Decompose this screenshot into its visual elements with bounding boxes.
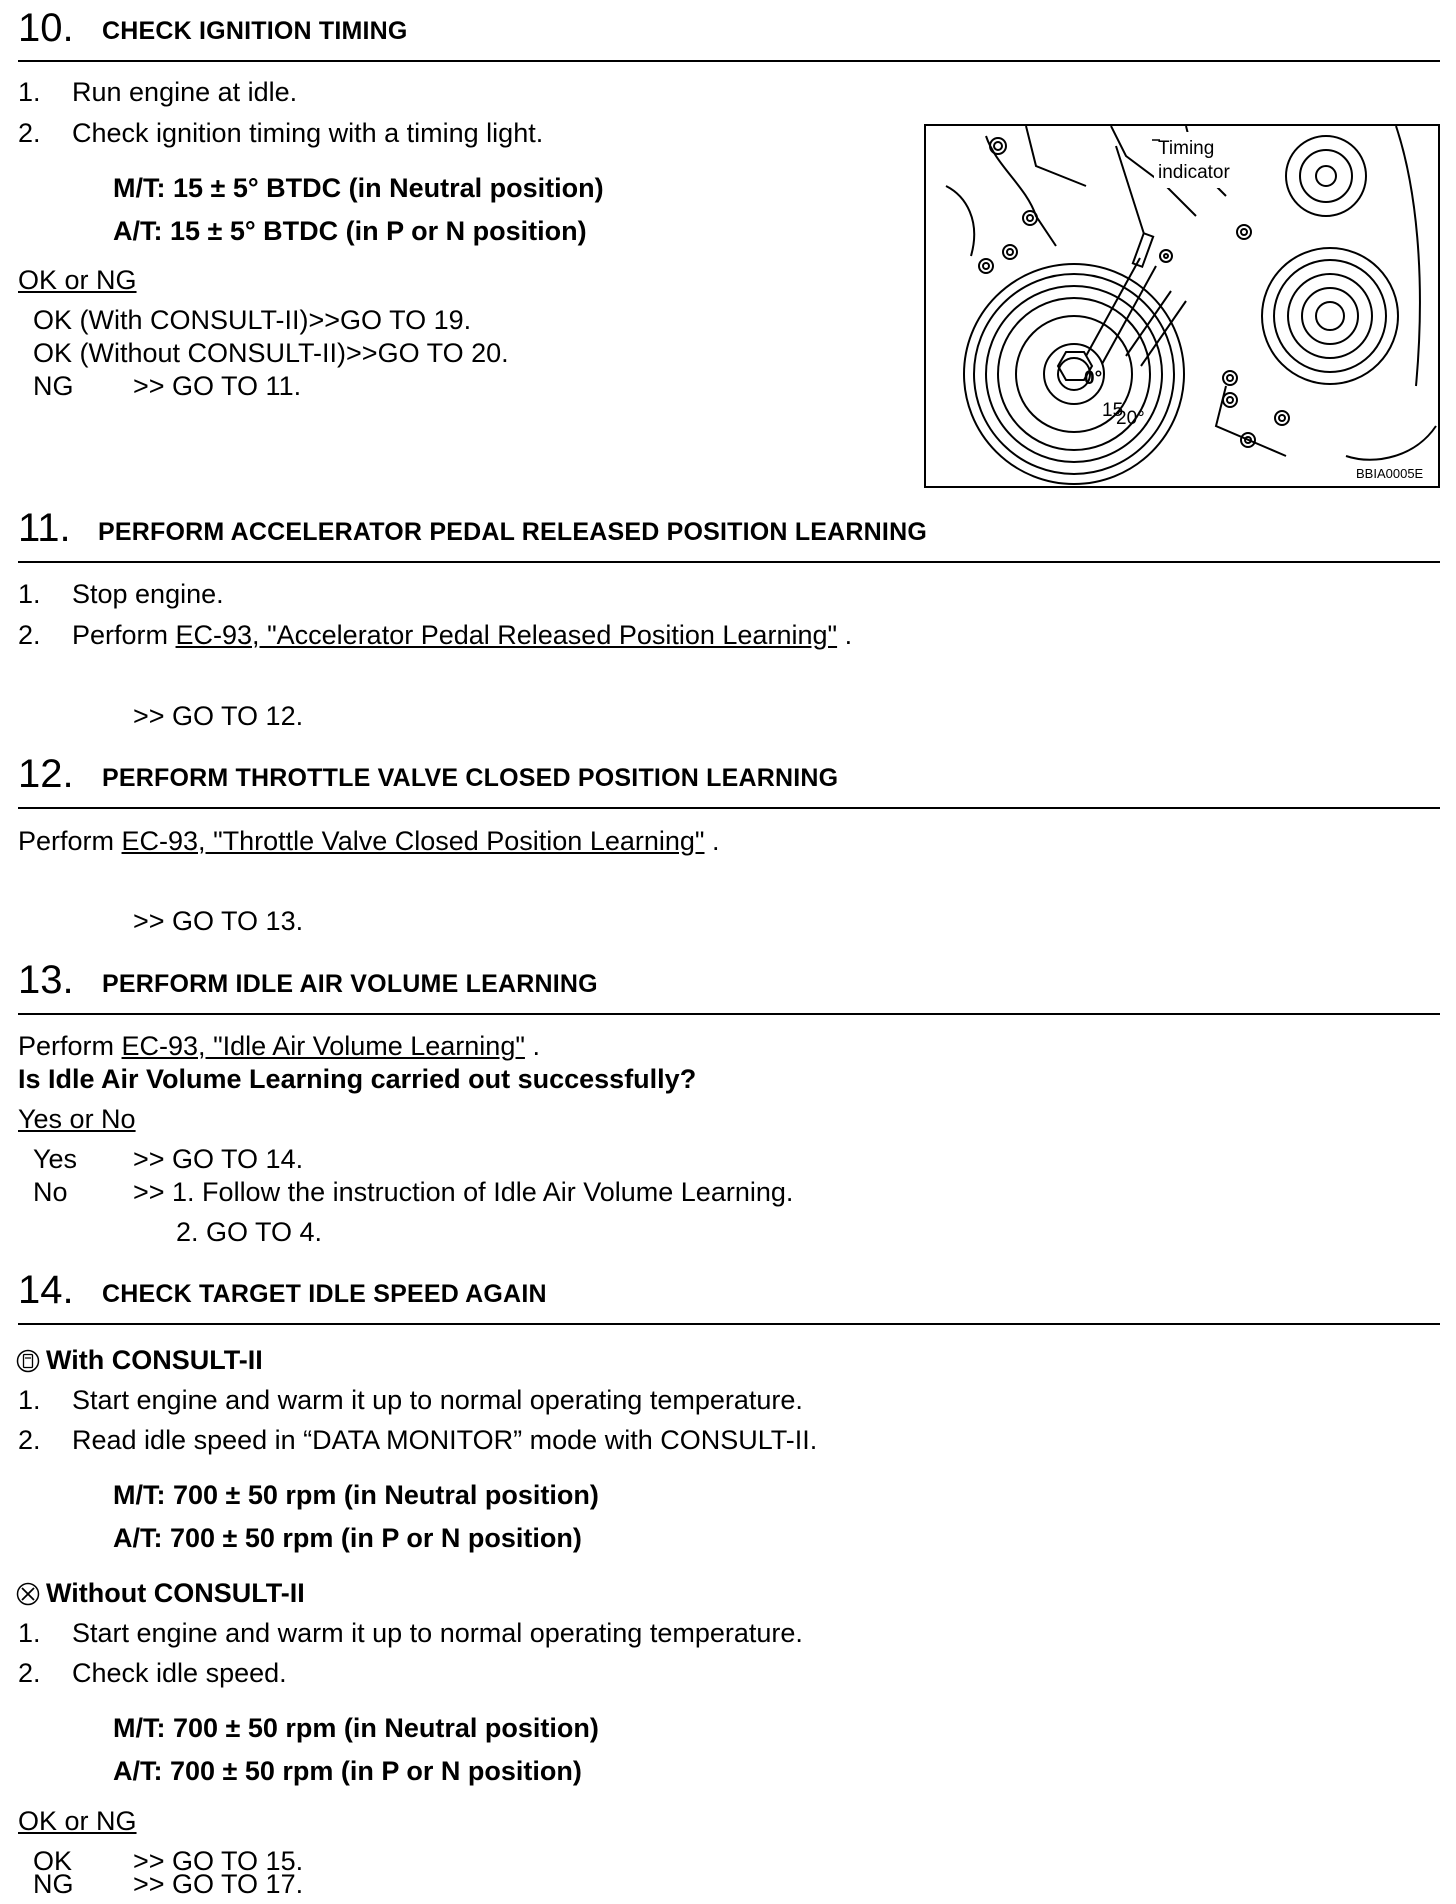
figure-mark-15: 15 [1102, 400, 1124, 421]
consult-icon [16, 1348, 40, 1380]
step-10-title: CHECK IGNITION TIMING [102, 17, 408, 45]
without-item-1: Start engine and warm it up to normal operating temperature. [72, 1618, 803, 1648]
step-14-title: CHECK TARGET IDLE SPEED AGAIN [102, 1280, 547, 1308]
with-spec-at: A/T: 700 ± 50 rpm (in P or N position) [113, 1523, 582, 1553]
step-12-number: 12. [18, 752, 74, 796]
step-14-ok-goto: >> GO TO 15. [133, 1846, 304, 1876]
step-12-prefix: Perform [18, 826, 122, 856]
without-spec-mt: M/T: 700 ± 50 rpm (in Neutral position) [113, 1713, 599, 1743]
figure-mark-20: 20° [1116, 408, 1145, 429]
step-11-number: 11. [18, 506, 71, 550]
step-13-question: Is Idle Air Volume Learning carried out successfully? [18, 1064, 697, 1094]
figure-label-indicator: indicator [1158, 162, 1230, 183]
step-12-suffix: . [704, 826, 720, 856]
figure-mark-0: 0° [1084, 368, 1103, 389]
step-14-number: 14. [18, 1268, 74, 1312]
figure-code: BBIA0005E [1356, 466, 1424, 481]
link-accelerator-pedal-learning[interactable]: EC-93, "Accelerator Pedal Released Position Learning" [175, 620, 838, 650]
step-10-result-ok-with: OK (With CONSULT-II)>>GO TO 19. [33, 305, 472, 335]
step-11-item-2 [72, 619, 852, 651]
with-spec-mt: M/T: 700 ± 50 rpm (in Neutral position) [113, 1480, 599, 1510]
figure-label-timing: Timing [1158, 138, 1215, 159]
step-13-suffix: . [524, 1031, 540, 1061]
step-13-yes-label: Yes [33, 1144, 78, 1174]
with-consult-heading [16, 1344, 263, 1380]
step-10-rule [18, 60, 1440, 62]
step-12-rule [18, 807, 1440, 809]
step-13-no-goto: >> 1. Follow the instruction of Idle Air Volume Learning. [133, 1177, 794, 1207]
step-12-title: PERFORM THROTTLE VALVE CLOSED POSITION LEARNING [102, 764, 839, 792]
step-13-prefix: Perform [18, 1031, 122, 1061]
without-consult-heading [16, 1577, 305, 1613]
with-item-2-number: 2. [18, 1425, 41, 1455]
step-12-goto: >> GO TO 13. [133, 906, 304, 936]
with-consult-label: With CONSULT-II [46, 1345, 263, 1375]
with-item-2: Read idle speed in “DATA MONITOR” mode with CONSULT-II. [72, 1425, 818, 1455]
step-14-ng-goto: >> GO TO 17. [133, 1869, 304, 1899]
step-11-item-2-suffix: . [837, 620, 853, 650]
step-10-spec-at: A/T: 15 ± 5° BTDC (in P or N position) [113, 216, 587, 246]
step-10-item-1-number: 1. [18, 77, 41, 107]
step-10-item-2: Check ignition timing with a timing light. [72, 118, 544, 148]
step-10-item-2-number: 2. [18, 118, 41, 148]
with-item-1: Start engine and warm it up to normal operating temperature. [72, 1385, 803, 1415]
step-11-item-2-prefix: Perform [72, 620, 176, 650]
step-10-result-ng-goto: >> GO TO 11. [133, 371, 302, 401]
step-11-goto: >> GO TO 12. [133, 701, 304, 731]
step-10-result-ng-label: NG [33, 371, 74, 401]
step-10-spec-mt: M/T: 15 ± 5° BTDC (in Neutral position) [113, 173, 604, 203]
step-14-ng-label: NG [33, 1869, 74, 1899]
step-13-number: 13. [18, 958, 74, 1002]
without-spec-at: A/T: 700 ± 50 rpm (in P or N position) [113, 1756, 582, 1786]
step-13-no-goto-2: 2. GO TO 4. [176, 1217, 323, 1247]
with-item-1-number: 1. [18, 1385, 41, 1415]
step-10-item-1: Run engine at idle. [72, 77, 298, 107]
without-consult-label: Without CONSULT-II [46, 1578, 305, 1608]
step-11-item-2-number: 2. [18, 620, 41, 650]
link-throttle-valve-learning[interactable]: EC-93, "Throttle Valve Closed Position Learning" [121, 826, 705, 856]
step-13-rule [18, 1013, 1440, 1015]
step-11-title: PERFORM ACCELERATOR PEDAL RELEASED POSITION LEARNING [98, 518, 927, 546]
step-13-yes-no-heading: Yes or No [18, 1104, 136, 1134]
step-11-item-1: Stop engine. [72, 579, 224, 609]
step-10-number: 10. [18, 6, 74, 50]
step-14-rule [18, 1323, 1440, 1325]
step-11-rule [18, 561, 1440, 563]
crank-pulley-illustration [926, 126, 1438, 486]
step-13-no-label: No [33, 1177, 68, 1207]
step-14-ok-label: OK [33, 1846, 73, 1876]
step-11-item-1-number: 1. [18, 579, 41, 609]
step-13-yes-goto: >> GO TO 14. [133, 1144, 304, 1174]
step-14-ok-ng-heading: OK or NG [18, 1806, 137, 1836]
step-10-ok-ng-heading: OK or NG [18, 265, 137, 295]
without-item-2: Check idle speed. [72, 1658, 287, 1688]
step-13-title: PERFORM IDLE AIR VOLUME LEARNING [102, 970, 598, 998]
without-item-1-number: 1. [18, 1618, 41, 1648]
step-10-result-ok-without: OK (Without CONSULT-II)>>GO TO 20. [33, 338, 509, 368]
link-idle-air-volume-learning[interactable]: EC-93, "Idle Air Volume Learning" [121, 1031, 525, 1061]
step-13-instruction [18, 1030, 540, 1062]
step-12-instruction [18, 825, 720, 857]
without-item-2-number: 2. [18, 1658, 41, 1688]
no-consult-icon [16, 1581, 40, 1613]
timing-figure [924, 124, 1440, 488]
